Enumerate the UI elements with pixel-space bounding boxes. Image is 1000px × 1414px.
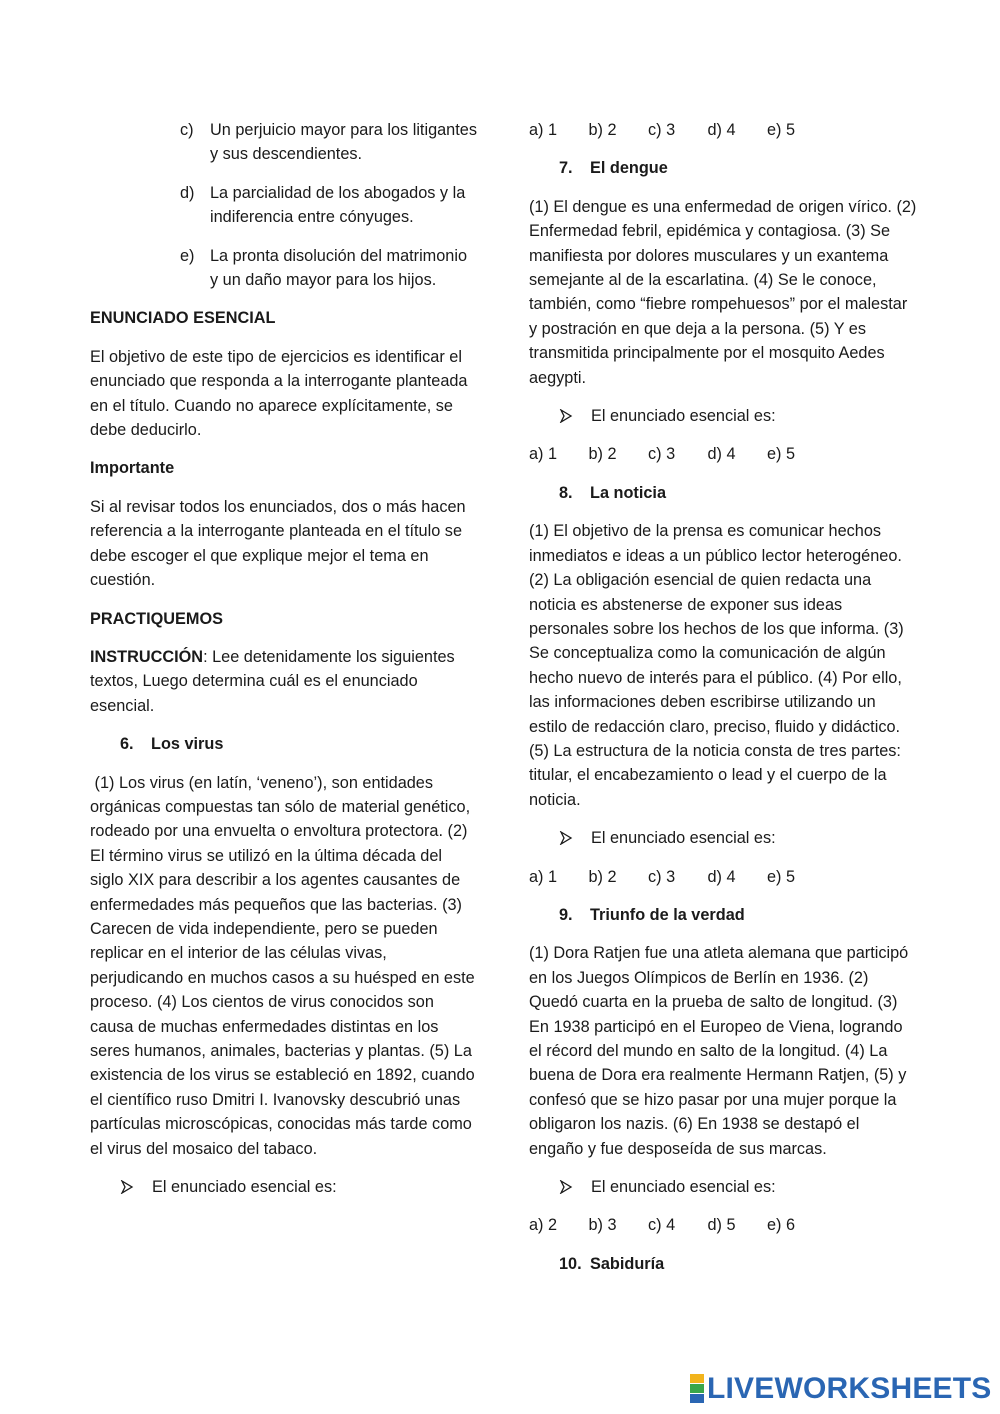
list-item-letter: c) [180,121,194,139]
logo-block-blue [690,1394,704,1403]
question-6-text: (1) Los virus (en latín, ‘veneno’), son entidades orgánicas compuestas tan sólo de material genético, rodeado por una envuelta o envoltura protectora. (2) El término virus se utilizó en la última década del siglo XIX para describir a los agentes causantes de enfermedades más pequeños que las bacterias. (3) Carecen de vida independiente, pero se pueden replicar en el interior de las células vivas, perjudicando en muchos casos a su huésped en este proceso. (4) Los cientos de virus conocidos son causa de muchas enfermedades distintas en los seres humanos, animales, bacterias y plantas. (5) La existencia de los virus se estableció en 1892, cuando el científico ruso Dmitri I. Ivanovsky descubrió unas partículas microscópicas, conocidas más tarde como el virus del mosaico del tabaco. [90,773,480,1158]
question-title: La noticia [590,483,666,502]
prompt-text: El enunciado esencial es: [152,1178,337,1197]
instruccion-text: : Lee detenidamente los siguientes textos, Luego determina cuál es el enunciado esencial. [90,647,455,715]
option-b[interactable]: b) 2 [588,445,617,464]
list-item-letter: d) [180,183,195,202]
logo-text: LIVEWORKSHEETS [707,1372,992,1405]
liveworksheets-logo [690,1374,992,1404]
instruccion-label: INSTRUCCIÓN [90,647,204,666]
option-d[interactable]: d) 4 [707,867,736,886]
option-d[interactable]: d) 5 [707,1216,736,1235]
list-item-text: La parcialidad de los abogados y la indiferencia entre cónyuges. [210,183,466,227]
option-c[interactable]: c) 3 [648,445,676,464]
question-number: 8. [559,483,573,502]
importante-paragraph: Si al revisar todos los enunciados, dos o más hacen referencia a la interrogante planteada en el título se debe escoger el que explique mejor el tema en cuestión. [90,497,466,590]
list-item-letter: e) [180,246,195,265]
option-b[interactable]: b) 2 [588,121,617,139]
option-c[interactable]: c) 3 [648,867,676,886]
option-e[interactable]: e) 5 [767,445,796,464]
importante-heading: Importante [90,459,175,478]
option-b[interactable]: b) 3 [588,1216,617,1235]
question-7-options [529,442,917,466]
logo-mark-icon [690,1374,704,1404]
list-item-text: La pronta disolución del matrimonio y un daño mayor para los hijos. [210,246,468,290]
question-8-text: (1) El objetivo de la prensa es comunicar hechos inmediatos e ideas a un público lector heterogéneo. (2) La obligación esencial de quien redacta una noticia es abstenerse de exponer sus ideas personales sobre los hechos de los que informa. (3) Se conceptualiza como la comunicación de algún hecho nuevo de interés para el público. (4) Por ello, las informaciones deben escribirse utilizando un estilo de redacción claro, preciso, fluido y didáctico. (5) La estructura de la noticia consta de tres partes: titular, el encabezamiento o lead y el cuerpo de la noticia. [529,522,904,809]
enunciado-paragraph: El objetivo de este tipo de ejercicios es identificar el enunciado que responda a la interrogante planteada en el título. Cuando no aparece explícitamente, se debe deducirlo. [90,347,468,440]
question-9-text: (1) Dora Ratjen fue una atleta alemana que participó en los Juegos Olímpicos de Berlín en 1936. (2) Quedó cuarta en la prueba de salto de longitud. (3) En 1938 participó en el Europeo de Viena, logrando el récord del mundo en salto de la longitud. (4) La buena de Dora era realmente Hermann Ratjen, (5) y confesó que se hizo pasar por una mujer porque la obligaron los nazis. (6) En 1938 se destapó el engaño y fue desposeída de sus marcas. [529,944,909,1158]
question-number: 6. [120,735,134,754]
option-e[interactable]: e) 6 [767,1216,796,1235]
question-9-prompt [559,1175,917,1199]
question-7-text: (1) El dengue es una enfermedad de origen vírico. (2) Enfermedad febril, epidémica y contagiosa. (3) Se manifiesta por dolores musculares y un exantema semejante al de la escarlatina. (4) Se le conoce, también, como “fiebre rompehuesos” por el malestar y postración en que deja a la persona. (5) Y es transmitida principalmente por el mosquito Aedes aegypti. [529,197,917,387]
instruccion-paragraph [90,645,478,718]
question-7-prompt [559,404,917,428]
arrow-bullet-icon [559,831,591,845]
left-column [90,118,478,1213]
question-9-options [529,1213,917,1237]
logo-block-green [690,1384,704,1393]
right-column [529,118,917,1290]
option-a[interactable]: a) 1 [529,867,558,886]
question-title: El dengue [590,159,668,178]
question-number: 10. [559,1254,582,1273]
practiquemos-heading: PRACTIQUEMOS [90,609,223,628]
question-8-heading [559,481,917,505]
arrow-bullet-icon [559,409,591,423]
arrow-bullet-icon [120,1180,152,1194]
option-a[interactable]: a) 2 [529,1216,558,1235]
prompt-text: El enunciado esencial es: [591,407,776,426]
option-a[interactable]: a) 1 [529,121,558,139]
answer-options-list [180,118,478,292]
list-item-text: Un perjuicio mayor para los litigantes y sus descendientes. [210,121,477,164]
question-8-options [529,865,917,889]
question-8-prompt [559,826,917,850]
option-c[interactable]: c) 4 [648,1216,676,1235]
list-item [180,244,478,293]
question-number: 7. [559,159,573,178]
option-b[interactable]: b) 2 [588,867,617,886]
question-title: Sabiduría [590,1254,665,1273]
list-item [180,181,478,230]
prompt-text: El enunciado esencial es: [591,829,776,848]
question-6-prompt [120,1175,478,1199]
question-title: Triunfo de la verdad [590,905,745,924]
prompt-text: El enunciado esencial es: [591,1178,776,1197]
list-item [180,118,478,167]
question-6-heading [120,732,478,756]
question-number: 9. [559,905,573,924]
option-e[interactable]: e) 5 [767,867,796,886]
option-e[interactable]: e) 5 [767,121,796,139]
question-7-heading [559,156,917,180]
enunciado-heading: ENUNCIADO ESENCIAL [90,309,276,328]
option-d[interactable]: d) 4 [707,121,736,139]
question-6-options [529,118,917,142]
question-9-heading [559,903,917,927]
question-10-heading [559,1252,917,1276]
arrow-bullet-icon [559,1180,591,1194]
option-d[interactable]: d) 4 [707,445,736,464]
question-title: Los virus [151,735,224,754]
logo-block-yellow [690,1374,704,1383]
option-a[interactable]: a) 1 [529,445,558,464]
option-c[interactable]: c) 3 [648,121,676,139]
